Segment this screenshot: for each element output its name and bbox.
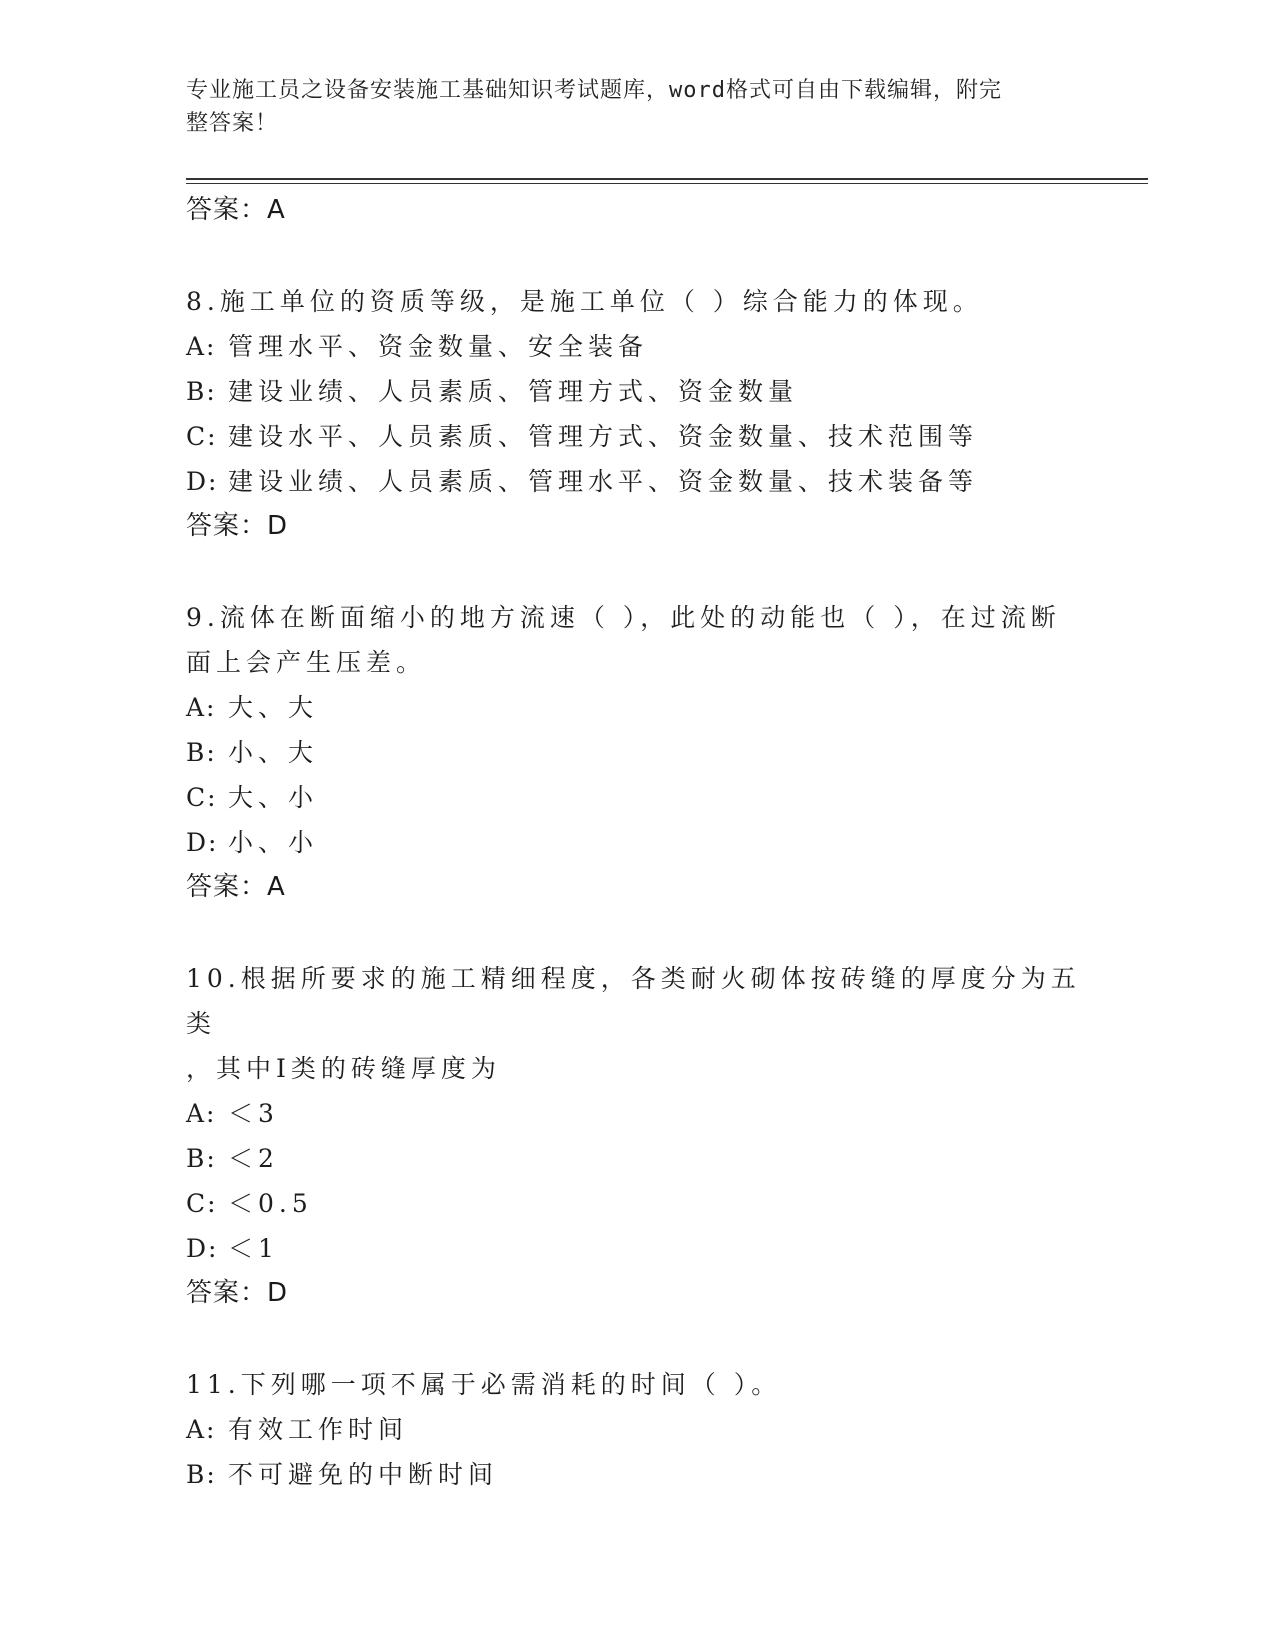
option-text: 大、大 — [228, 693, 319, 722]
option-text: ＜3 — [228, 1099, 279, 1128]
spacer — [186, 549, 1086, 595]
answer-line — [186, 504, 1086, 549]
question-10-text — [186, 956, 1086, 1091]
option-text: ＜2 — [228, 1144, 279, 1173]
answer-value: A — [267, 195, 286, 225]
option-letter: B: — [186, 1144, 217, 1173]
spacer — [186, 1316, 1086, 1362]
option-d — [186, 1226, 1086, 1271]
answer-value: D — [267, 1278, 289, 1308]
option-a — [186, 1091, 1086, 1136]
option-letter: A: — [186, 1415, 217, 1444]
option-letter: B: — [186, 377, 217, 406]
option-letter: D: — [186, 1234, 219, 1263]
option-c — [186, 775, 1086, 820]
option-a — [186, 1407, 1086, 1452]
question-9-text — [186, 595, 1086, 685]
answer-line — [186, 1271, 1086, 1316]
answer-label: 答案： — [186, 511, 268, 541]
option-b — [186, 1136, 1086, 1181]
question-9-line-2: 面上会产生压差。 — [186, 648, 427, 677]
answer-line — [186, 188, 1086, 233]
document-header — [186, 74, 1066, 140]
question-11-text: 11.下列哪一项不属于必需消耗的时间（ ）。 — [186, 1370, 782, 1399]
option-letter: A: — [186, 693, 217, 722]
option-letter: B: — [186, 1460, 217, 1489]
option-text: 小、小 — [228, 828, 319, 857]
spacer — [186, 233, 1086, 279]
option-b — [186, 1452, 1086, 1497]
answer-value: D — [267, 511, 289, 541]
header-line-2: 整答案！ — [186, 111, 279, 136]
option-text: 有效工作时间 — [228, 1415, 409, 1444]
question-10-line-1: 10.根据所要求的施工精细程度，各类耐火砌体按砖缝的厚度分为五类 — [186, 964, 1081, 1038]
option-letter: D: — [186, 467, 219, 496]
option-letter: C: — [186, 422, 218, 451]
header-divider-thin — [186, 183, 1148, 184]
option-letter: C: — [186, 783, 218, 812]
option-letter: B: — [186, 738, 217, 767]
option-text: ＜1 — [228, 1234, 279, 1263]
option-b — [186, 369, 1086, 414]
answer-label: 答案： — [186, 195, 268, 225]
answer-value: A — [267, 872, 286, 902]
option-text: 建设业绩、人员素质、管理方式、资金数量 — [228, 377, 799, 406]
question-9-line-1: 9.流体在断面缩小的地方流速（ ），此处的动能也（ ），在过流断 — [186, 603, 1061, 632]
option-text: 管理水平、资金数量、安全装备 — [228, 332, 649, 361]
option-a — [186, 685, 1086, 730]
question-10-line-2: ，其中Ⅰ类的砖缝厚度为 — [186, 1054, 501, 1083]
option-text: ＜0.5 — [228, 1189, 313, 1218]
option-d — [186, 459, 1086, 504]
question-8-text: 8.施工单位的资质等级，是施工单位（ ）综合能力的体现。 — [186, 287, 983, 316]
spacer — [186, 910, 1086, 956]
option-text: 建设业绩、人员素质、管理水平、资金数量、技术装备等 — [228, 467, 979, 496]
option-d — [186, 820, 1086, 865]
option-text: 建设水平、人员素质、管理方式、资金数量、技术范围等 — [228, 422, 979, 451]
option-letter: C: — [186, 1189, 218, 1218]
option-letter: A: — [186, 332, 217, 361]
option-a — [186, 324, 1086, 369]
answer-label: 答案： — [186, 1278, 268, 1308]
header-line-1: 专业施工员之设备安装施工基础知识考试题库，word格式可自由下载编辑，附完 — [186, 78, 1002, 103]
answer-label: 答案： — [186, 872, 268, 902]
option-b — [186, 730, 1086, 775]
option-letter: D: — [186, 828, 219, 857]
option-text: 不可避免的中断时间 — [228, 1460, 499, 1489]
header-divider-thick — [186, 178, 1148, 180]
option-c — [186, 1181, 1086, 1226]
option-c — [186, 414, 1086, 459]
answer-line — [186, 865, 1086, 910]
option-text: 小、大 — [228, 738, 319, 767]
option-letter: A: — [186, 1099, 217, 1128]
question-list — [186, 188, 1086, 1497]
option-text: 大、小 — [228, 783, 319, 812]
